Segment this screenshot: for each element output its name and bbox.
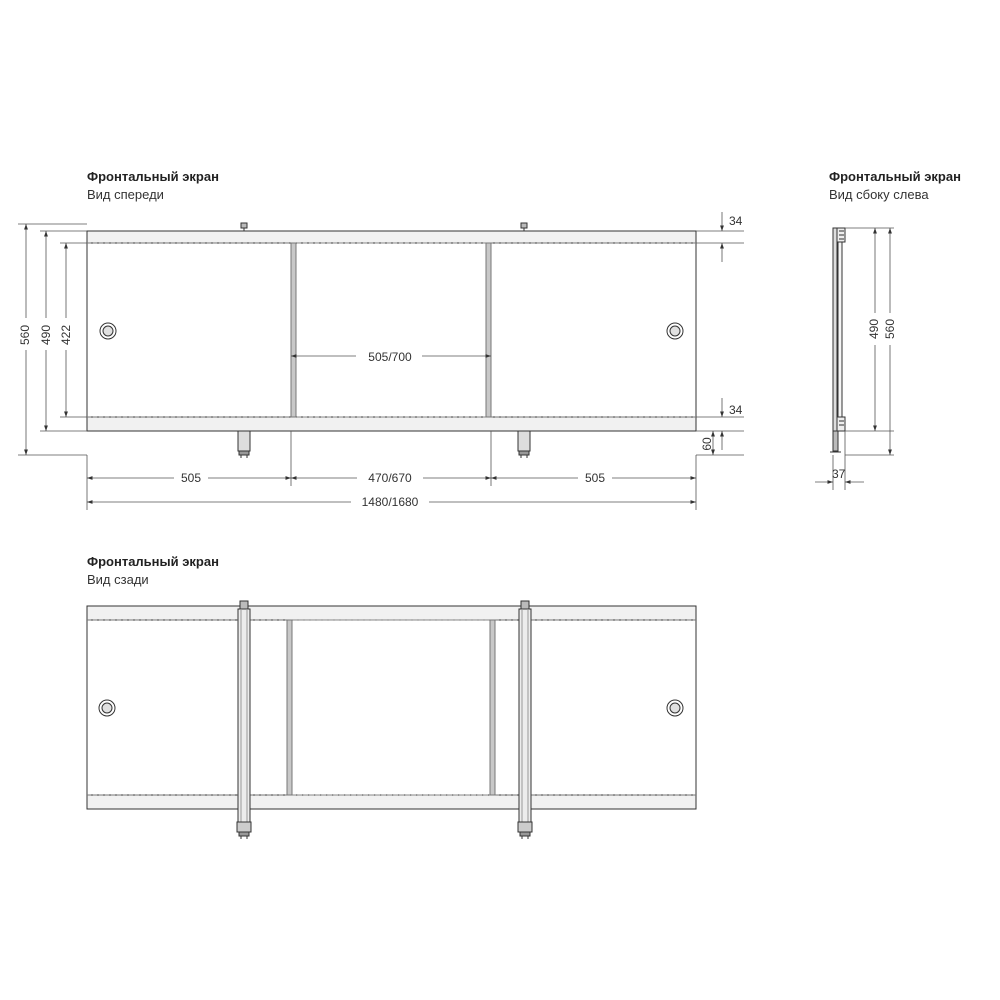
dim-top-rail: 34 [729,214,743,228]
front-leg-left [238,431,250,458]
side-dims [815,228,894,490]
side-panel [833,228,837,450]
side-frame-profile [838,242,842,417]
rear-left-panel-edge [287,620,292,795]
side-dim-panel-height: 490 [867,318,881,340]
front-handle-right [667,323,683,339]
dim-right-width: 505 [584,471,606,485]
front-top-rail [87,231,696,243]
rear-right-panel-edge [490,620,495,795]
side-view-title: Фронтальный экран [829,169,961,184]
side-bottom-clip [837,417,845,431]
side-view-subtitle: Вид сбоку слева [829,187,929,202]
rear-view-subtitle: Вид сзади [87,572,149,587]
rear-frame [87,606,696,809]
front-right-panel-edge [486,243,491,417]
rear-bottom-rail [87,795,696,809]
rear-handle-left [99,700,115,716]
rear-handle-right [667,700,683,716]
front-bottom-rail [87,417,696,431]
side-dim-depth: 37 [832,467,846,481]
rear-view-title: Фронтальный экран [87,554,219,569]
rear-view [87,601,696,839]
front-view-title: Фронтальный экран [87,169,219,184]
dim-bottom-rail: 34 [729,403,743,417]
dim-middle-width: 470/670 [368,471,412,485]
front-view [87,223,696,458]
front-leg-right [518,431,530,458]
dim-middle-opening: 505/700 [368,350,412,364]
side-dim-total-height: 560 [883,318,897,340]
front-view-subtitle: Вид спереди [87,187,164,202]
rear-support-right [518,601,532,839]
dim-left-width: 505 [180,471,202,485]
front-frame [87,231,696,431]
top-screw-left [241,223,247,231]
top-screw-right [521,223,527,231]
front-handle-left [100,323,116,339]
rear-top-rail [87,606,696,620]
dim-inner-height: 422 [59,324,73,346]
side-leg [833,431,838,451]
front-dims-right [696,212,744,455]
dim-total-width: 1480/1680 [361,495,419,509]
dim-leg-height: 60 [700,437,714,451]
front-left-panel-edge [291,243,296,417]
dim-total-height: 560 [18,324,32,346]
side-view [830,228,845,452]
dim-panel-height: 490 [39,324,53,346]
rear-support-left [237,601,251,839]
